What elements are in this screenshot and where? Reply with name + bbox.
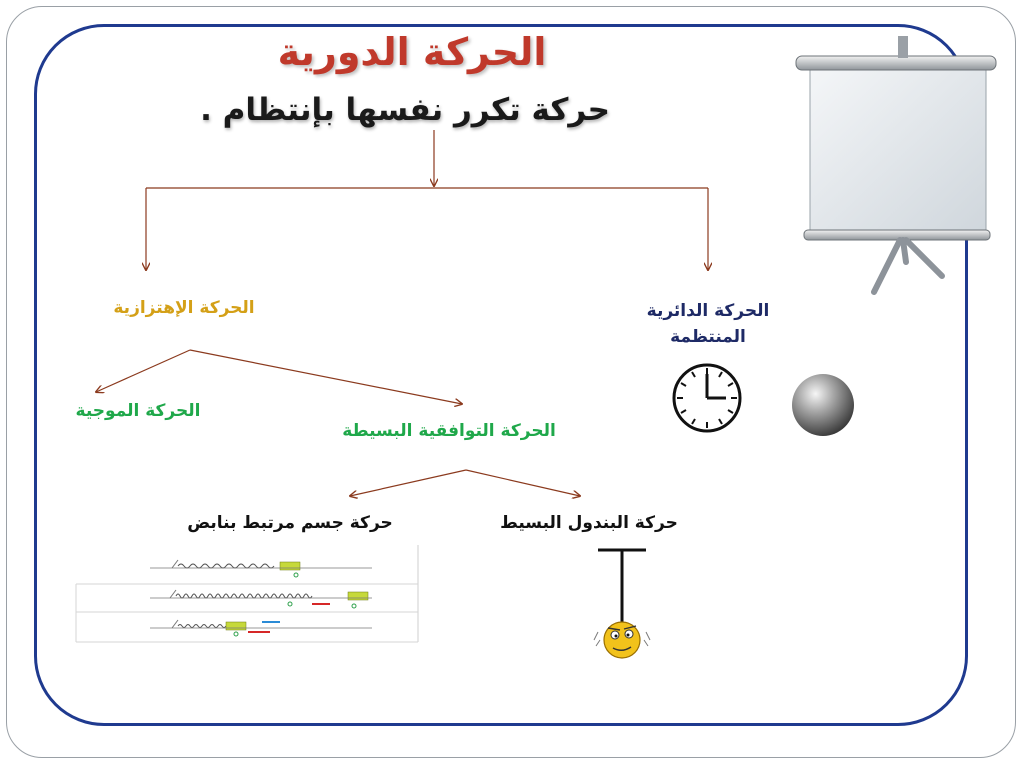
simple-pendulum-motion-label: حركة البندول البسيط <box>500 513 678 533</box>
wave-motion-label: الحركة الموجية <box>75 401 201 421</box>
spring-mass-motion-label: حركة جسم مرتبط بنابض <box>187 513 393 533</box>
slide-title: الحركة الدورية <box>277 30 547 74</box>
uniform-circular-motion-label: الحركة الدائرية المنتظمة <box>646 301 770 347</box>
oscillatory-motion-label: الحركة الإهتزازية <box>113 298 255 318</box>
simple-harmonic-motion-label: الحركة التوافقية البسيطة <box>342 421 556 441</box>
slide-subtitle: حركة تكرر نفسها بإنتظام . <box>200 92 610 128</box>
